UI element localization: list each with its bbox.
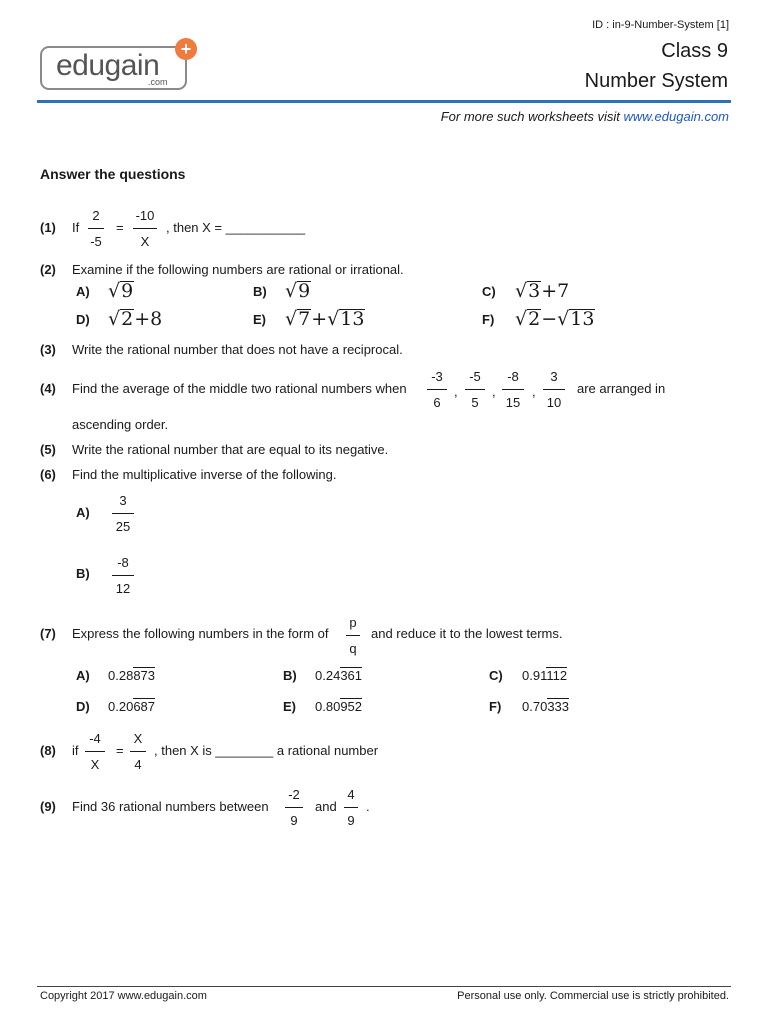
q9-period: . — [366, 799, 370, 814]
q8-if: if — [72, 743, 79, 758]
question-number: (1) — [40, 220, 56, 235]
logo-wordmark: edugain — [56, 49, 160, 82]
option-label: A) — [76, 284, 90, 299]
repeating-decimal: 0.24361 — [315, 668, 363, 683]
option-expression: √3+7 — [515, 280, 570, 302]
option-label: B) — [253, 284, 267, 299]
usage-notice: Personal use only. Commercial use is strictly prohibited. — [457, 990, 729, 1002]
option-expression: √2−√13 — [515, 308, 595, 330]
q4-fraction: $\frac{-5}{5}$ — [465, 370, 485, 409]
question-number: (4) — [40, 381, 56, 396]
question-number: (6) — [40, 467, 56, 482]
repeating-decimal: 0.28873 — [108, 668, 156, 683]
question-text: Find the average of the middle two rational numbers when — [72, 381, 407, 396]
q8-equals: = — [116, 743, 124, 758]
q9-fraction-right: $\frac{4}{9}$ — [344, 788, 358, 827]
q1-then-blank: , then X = ___________ — [166, 220, 306, 235]
topic-title: Number System — [584, 70, 728, 92]
plus-icon: + — [175, 38, 197, 60]
q1-equals: = — [116, 220, 124, 235]
question-number: (2) — [40, 262, 56, 277]
q8-then-blank: , then X is ________ a rational number — [154, 743, 379, 758]
question-text: Find the multiplicative inverse of the following. — [72, 467, 337, 482]
repeating-decimal: 0.91112 — [522, 668, 568, 683]
option-label: D) — [76, 312, 90, 327]
repeating-decimal: 0.70333 — [522, 699, 570, 714]
option-label: C) — [489, 668, 503, 683]
q6-fraction-a: $\frac{3}{25}$ — [112, 494, 134, 533]
question-text: Examine if the following numbers are rational or irrational. — [72, 262, 404, 277]
q4-separator: , — [454, 384, 458, 399]
header-divider — [37, 100, 731, 103]
repeating-decimal: 0.20687 — [108, 699, 156, 714]
q7-p-over-q: $\frac{p}{q}$ — [346, 616, 360, 655]
question-text: Find 36 rational numbers between — [72, 799, 269, 814]
q4-fraction: $\frac{-8}{15}$ — [502, 370, 524, 409]
copyright-text: Copyright 2017 www.edugain.com — [40, 990, 207, 1002]
more-worksheets-line — [441, 109, 729, 124]
question-number: (3) — [40, 342, 56, 357]
option-label: B) — [283, 668, 297, 683]
q4-separator: , — [492, 384, 496, 399]
question-text: Express the following numbers in the form of — [72, 626, 329, 641]
option-expression: √9 — [285, 280, 311, 302]
option-label: A) — [76, 505, 90, 520]
option-label: F) — [482, 312, 495, 327]
option-label: A) — [76, 668, 90, 683]
question-text: Write the rational number that are equal to its negative. — [72, 442, 389, 457]
option-expression: √9 — [108, 280, 134, 302]
question-text: Write the rational number that does not have a reciprocal. — [72, 342, 403, 357]
option-label: B) — [76, 566, 90, 581]
logo-domain: .com — [148, 77, 168, 87]
q4-separator: , — [532, 384, 536, 399]
q1-fraction-left: $\frac{2}{-5}$ — [88, 209, 104, 248]
q4-fraction: $\frac{3}{10}$ — [543, 370, 565, 409]
worksheet-id: ID : in-9-Number-System [1] — [592, 19, 729, 31]
question-number: (9) — [40, 799, 56, 814]
q4-continuation: ascending order. — [72, 417, 169, 432]
q8-fraction-right: $\frac{X}{4}$ — [130, 732, 146, 771]
q9-fraction-left: $\frac{-2}{9}$ — [285, 788, 303, 827]
question-number: (5) — [40, 442, 56, 457]
edugain-link[interactable]: www.edugain.com — [623, 109, 729, 124]
more-worksheets-text: For more such worksheets visit — [440, 109, 620, 124]
edugain-logo — [40, 39, 192, 90]
q1-fraction-right: $\frac{-10}{X}$ — [133, 209, 157, 248]
option-label: D) — [76, 699, 90, 714]
option-label: E) — [283, 699, 296, 714]
question-number: (7) — [40, 626, 56, 641]
q6-fraction-b: $\frac{-8}{12}$ — [112, 556, 134, 595]
q7-tail: and reduce it to the lowest terms. — [371, 626, 563, 641]
q4-fraction: $\frac{-3}{6}$ — [427, 370, 447, 409]
question-number: (8) — [40, 743, 56, 758]
q1-if: If — [72, 220, 80, 235]
footer-divider — [37, 986, 731, 987]
q8-fraction-left: $\frac{-4}{X}$ — [85, 732, 105, 771]
option-label: E) — [253, 312, 266, 327]
option-label: F) — [489, 699, 502, 714]
q9-and: and — [315, 799, 337, 814]
q4-tail: are arranged in — [577, 381, 666, 396]
repeating-decimal: 0.80952 — [315, 699, 363, 714]
section-title: Answer the questions — [40, 166, 186, 182]
option-expression: √2+8 — [108, 308, 163, 330]
option-expression: √7+√13 — [285, 308, 365, 330]
class-title: Class 9 — [661, 40, 728, 62]
option-label: C) — [482, 284, 496, 299]
